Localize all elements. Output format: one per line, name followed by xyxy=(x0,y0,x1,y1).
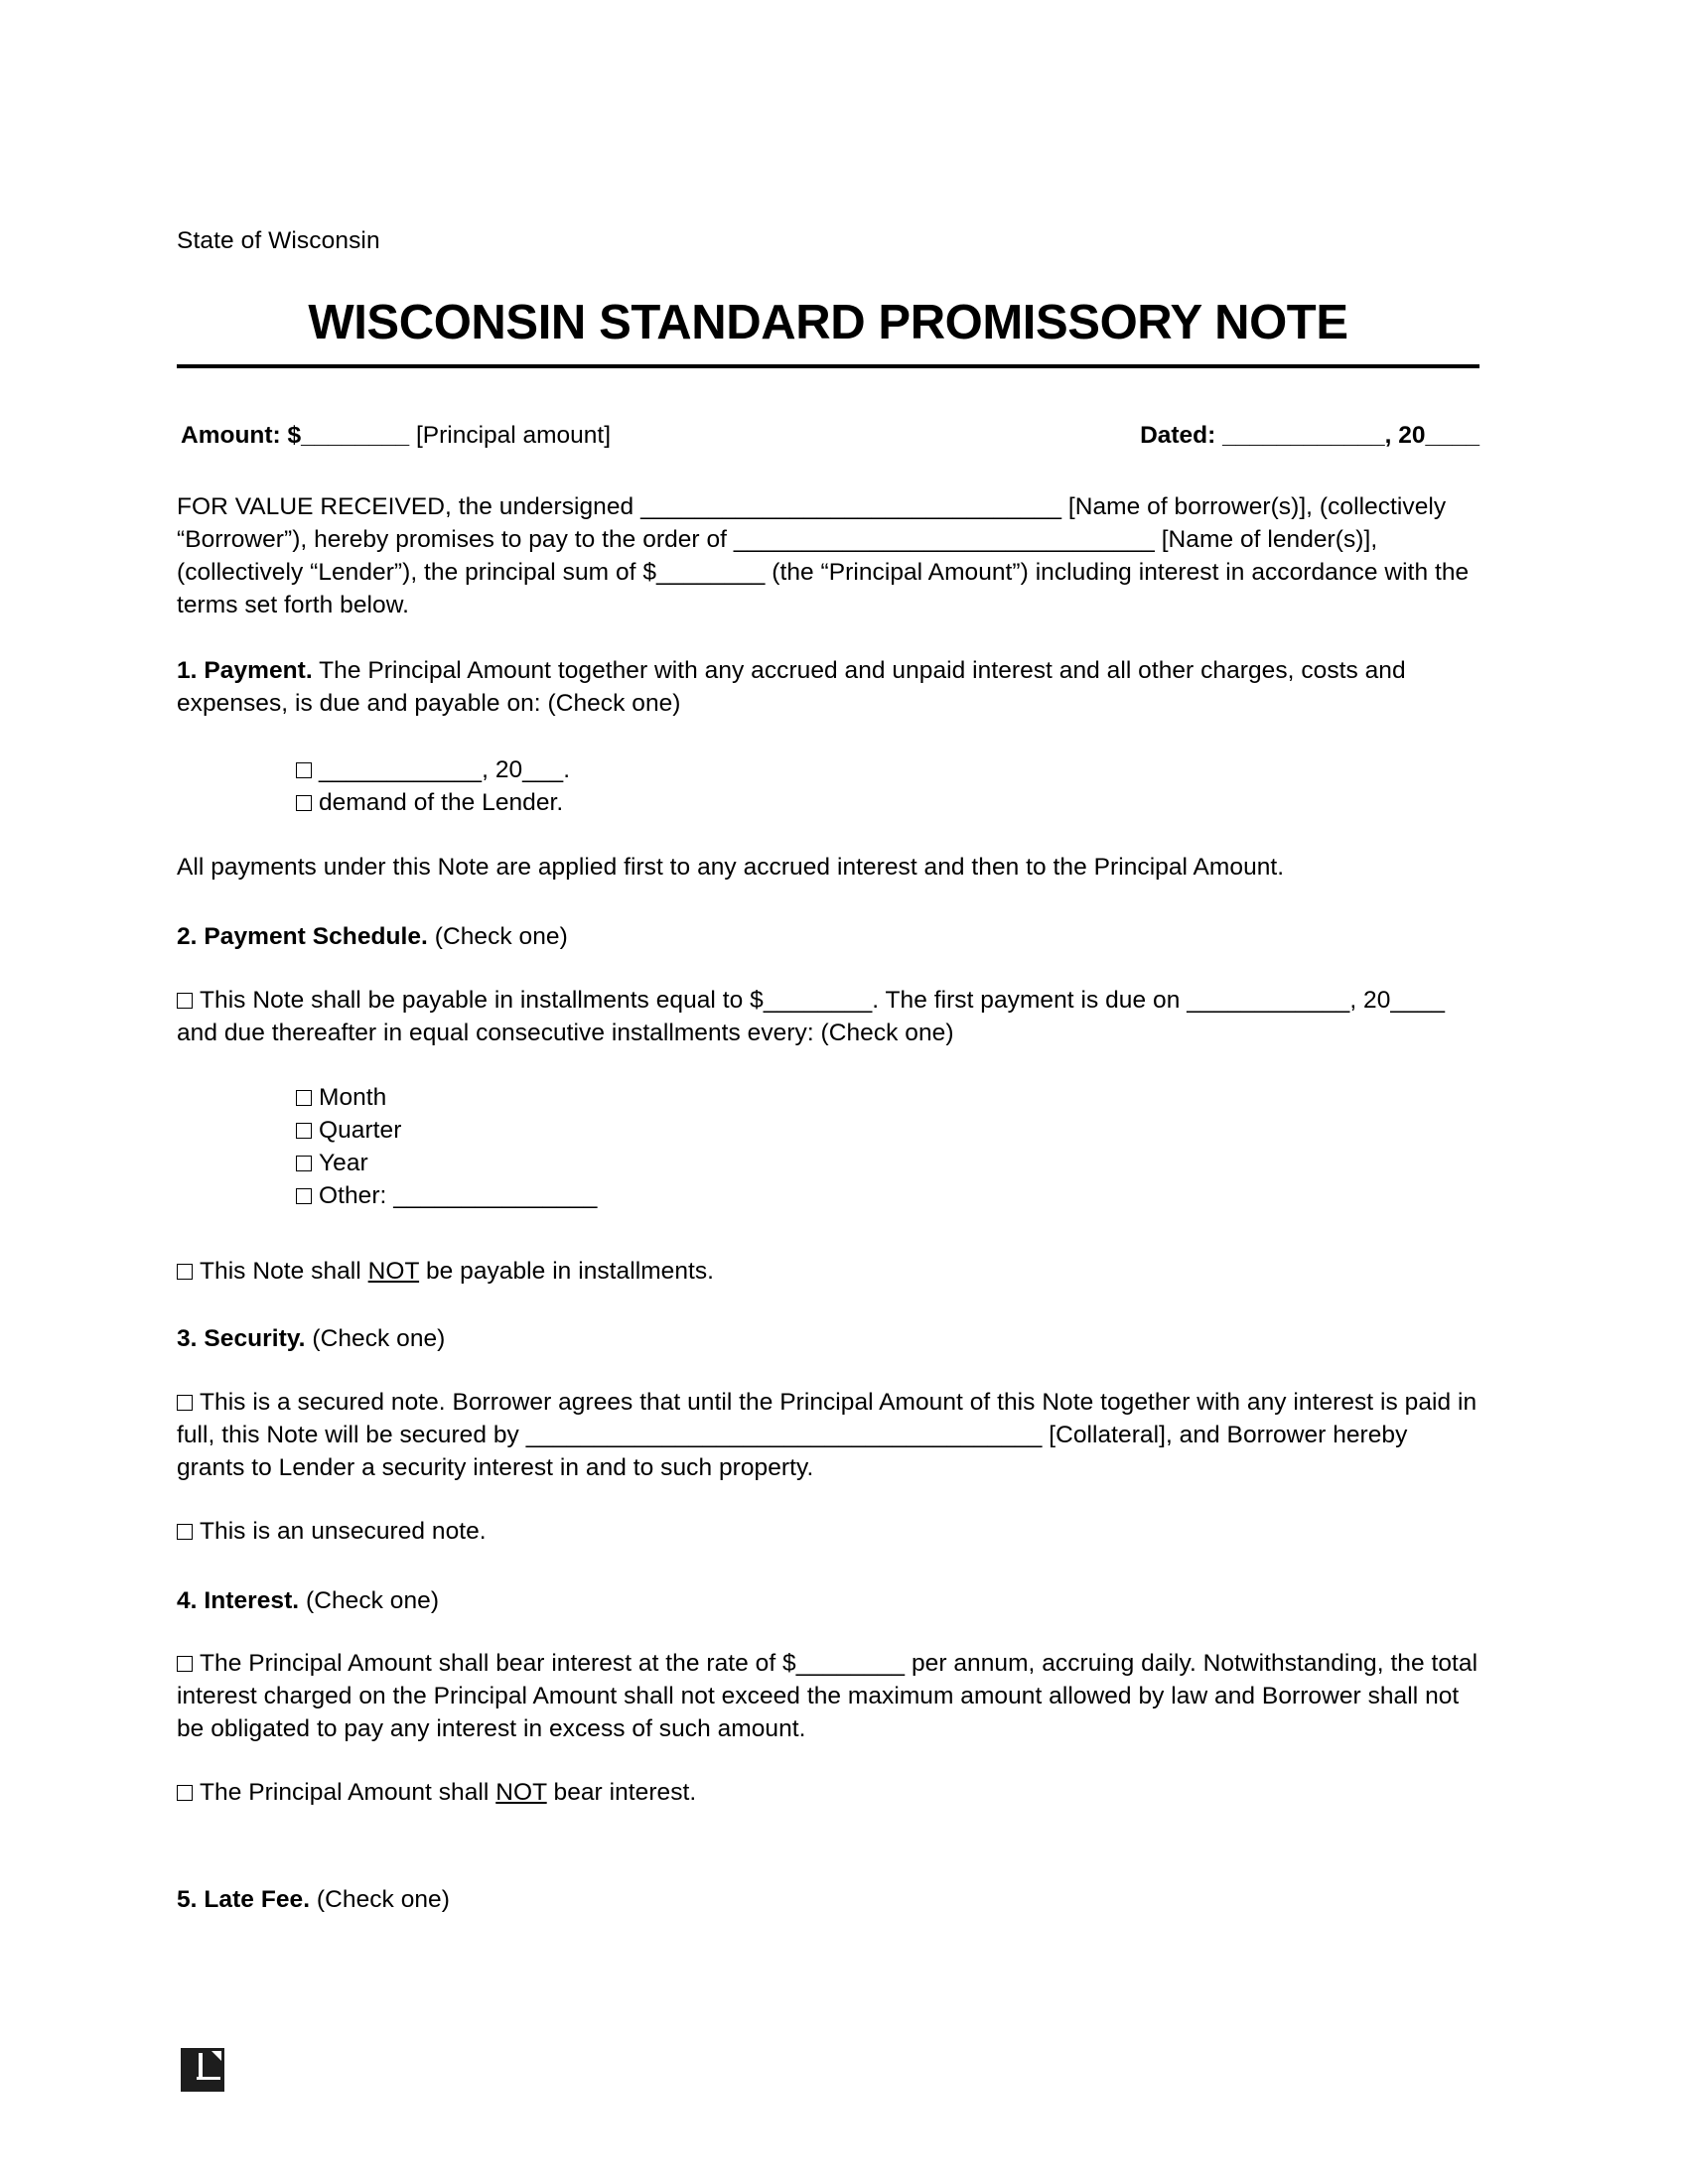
section-2-payment-schedule-heading xyxy=(177,921,1479,954)
amount-hint: [Principal amount] xyxy=(415,422,612,449)
checkbox-icon[interactable] xyxy=(296,1188,312,1204)
section-4-option-b-post: bear interest. xyxy=(546,1779,697,1806)
section-4-heading: Interest. xyxy=(204,1587,300,1614)
section-3-option-b-text: This is an unsecured note. xyxy=(200,1518,487,1545)
section-5-late-fee-heading xyxy=(177,1884,1479,1917)
checkbox-row-year[interactable] xyxy=(296,1148,1599,1180)
section-1-choice-0: ____________, 20___. xyxy=(319,756,571,783)
checkbox-icon[interactable] xyxy=(177,1785,193,1801)
checkbox-icon[interactable] xyxy=(177,1524,193,1540)
recital-line1-b: [Name of borrower(s)], xyxy=(1061,493,1314,520)
section-4-option-b-not: NOT xyxy=(495,1779,547,1806)
title-divider xyxy=(177,364,1479,368)
checkbox-icon[interactable] xyxy=(296,762,312,778)
section-3-option-a-text: This is a secured note. Borrower agrees that until the Principal Amount of this Note together with any interest is paid in full, this Note will be secured by ______________________________________ [Collateral], and Borrower hereby grants to Lender a security interest in and to such property. xyxy=(177,1389,1477,1481)
checkbox-icon[interactable] xyxy=(296,1123,312,1139)
section-2-option-b-post: be payable in installments. xyxy=(419,1258,715,1285)
checkbox-icon[interactable] xyxy=(177,1395,193,1411)
legal-templates-logo-icon xyxy=(181,2048,224,2092)
recital-line1-a: FOR VALUE RECEIVED, the undersigned xyxy=(177,493,641,520)
section-1-application-note: All payments under this Note are applied first to any accrued interest and then to the Principal Amount. xyxy=(177,854,1285,881)
section-4-interest-heading xyxy=(177,1585,1479,1618)
frequency-option-1: Quarter xyxy=(319,1116,402,1144)
section-3-option-a[interactable] xyxy=(177,1387,1479,1485)
checkbox-row-date[interactable] xyxy=(296,754,1599,787)
section-2-option-a-line2: ____________, 20____ and due thereafter in equal consecutive installments every: (Check one) xyxy=(177,987,1446,1046)
logo-corner-fold xyxy=(211,2051,221,2061)
section-2-option-b-not: NOT xyxy=(367,1258,420,1285)
checkbox-row-other[interactable] xyxy=(296,1180,1599,1213)
frequency-option-3: Other: _______________ xyxy=(319,1181,598,1209)
section-3-option-b[interactable] xyxy=(177,1516,1479,1549)
checkbox-row-quarter[interactable] xyxy=(296,1115,1599,1148)
section-2-option-a[interactable] xyxy=(177,985,1479,1050)
section-1-heading: Payment. xyxy=(204,657,313,684)
section-2-intro: (Check one) xyxy=(427,923,568,950)
frequency-option-2: Year xyxy=(319,1149,368,1176)
section-2-option-a-line1: This Note shall be payable in installments equal to $________. The first payment is due on xyxy=(200,987,1181,1014)
recital-paragraph xyxy=(177,491,1479,622)
recital-line2-a: (collectively “Borrower”), hereby promises to pay to the order of xyxy=(177,493,1447,553)
checkbox-row-demand[interactable] xyxy=(296,787,1599,820)
section-2-option-b[interactable] xyxy=(177,1256,1479,1289)
checkbox-icon[interactable] xyxy=(296,1090,312,1106)
recital-line3: [Name of lender(s)], (collectively “Lender”), the principal sum of $________ (the “Principal Amount”) xyxy=(177,525,1378,586)
section-3-intro: (Check one) xyxy=(305,1325,446,1352)
amount-label: Amount: $________ xyxy=(181,422,410,449)
section-4-option-a-text: The Principal Amount shall bear interest at the rate of $________ per annum, accruing daily. Notwithstanding, the total interest charged on the Principal Amount shall not exceed the maximum amount allowed by law and Borrower shall not be obligated to pay any interest in excess of such amount. xyxy=(177,1650,1478,1742)
borrower-name-blank: _______________________________ xyxy=(640,493,1062,520)
amount-field-group xyxy=(181,420,611,452)
section-2-number: 2. xyxy=(177,923,198,950)
checkbox-icon[interactable] xyxy=(177,1656,193,1672)
section-4-number: 4. xyxy=(177,1587,198,1614)
section-3-number: 3. xyxy=(177,1325,198,1352)
section-1-choice-1: demand of the Lender. xyxy=(319,788,564,816)
checkbox-icon[interactable] xyxy=(177,1264,193,1280)
section-4-option-b[interactable] xyxy=(177,1777,1479,1810)
section-1-payment xyxy=(177,655,1479,721)
dated-label: Dated: ____________, 20____ xyxy=(1140,422,1479,449)
section-1-intro: The Principal Amount together with any accrued and unpaid interest and all other charges, costs and expenses, is due and payable on: (Check one) xyxy=(177,657,1406,717)
section-4-intro: (Check one) xyxy=(299,1587,440,1614)
section-3-security-heading xyxy=(177,1323,1479,1356)
checkbox-icon[interactable] xyxy=(177,993,193,1009)
checkbox-row-month[interactable] xyxy=(296,1082,1599,1115)
frequency-option-0: Month xyxy=(319,1084,387,1111)
section-2-heading: Payment Schedule. xyxy=(204,923,428,950)
lender-name-blank: _______________________________ xyxy=(733,525,1155,553)
section-1-choice-list xyxy=(177,754,1599,820)
logo-vertical-stroke xyxy=(199,2053,203,2079)
section-2-frequency-list xyxy=(177,1082,1599,1213)
page-title: WISCONSIN STANDARD PROMISSORY NOTE xyxy=(308,296,1348,349)
section-5-heading: Late Fee. xyxy=(204,1886,311,1913)
section-5-number: 5. xyxy=(177,1886,198,1913)
section-3-heading: Security. xyxy=(204,1325,306,1352)
section-1-number: 1. xyxy=(177,657,198,684)
section-4-option-a[interactable] xyxy=(177,1648,1479,1746)
checkbox-icon[interactable] xyxy=(296,1156,312,1171)
section-4-option-b-pre: The Principal Amount shall xyxy=(200,1779,496,1806)
recital-line4: including interest in accordance with the terms set forth below. xyxy=(177,558,1470,618)
logo-horizontal-stroke xyxy=(197,2077,220,2081)
section-2-option-b-pre: This Note shall xyxy=(200,1258,368,1285)
state-line: State of Wisconsin xyxy=(177,227,380,254)
checkbox-icon[interactable] xyxy=(296,795,312,811)
section-5-intro: (Check one) xyxy=(310,1886,450,1913)
